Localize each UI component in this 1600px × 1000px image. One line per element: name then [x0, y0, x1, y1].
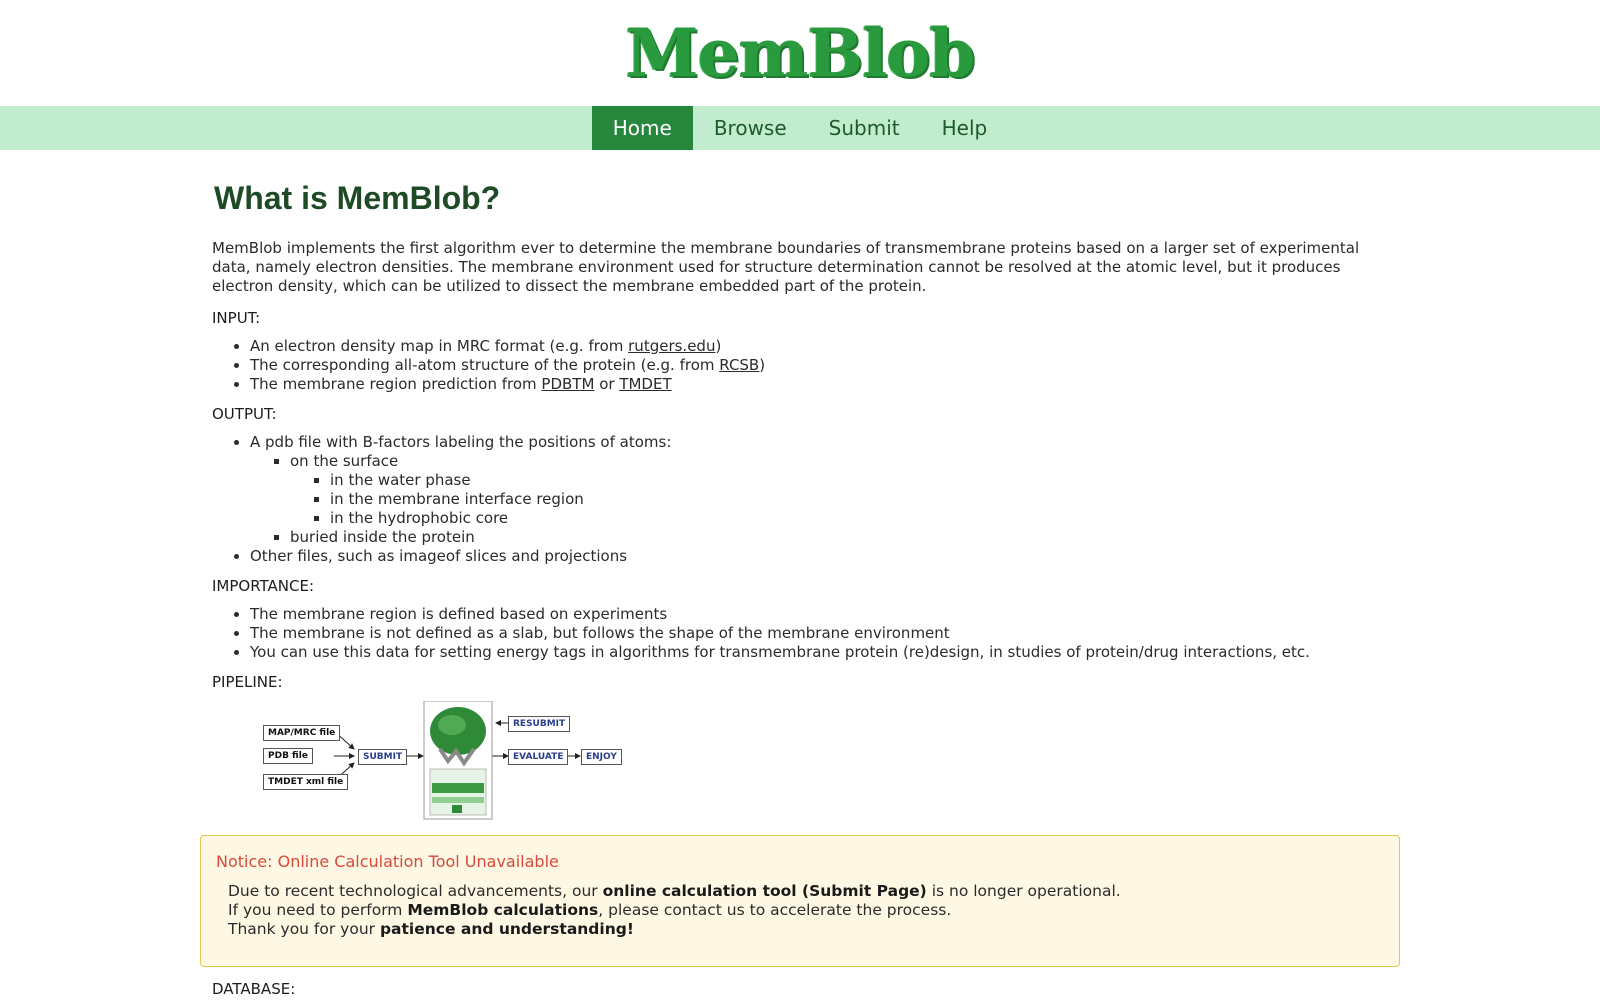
list-item: • A pdb file with B-factors labeling the positions of atoms: ▪ on the surface ▪ in the water phase ▪ in the membrane interface region ▪ in the hydrophobic core ▪ buried inside the protein	[250, 433, 1402, 547]
notice-line-3: Thank you for your patience and understanding!	[228, 920, 634, 938]
submit-box: SUBMIT	[358, 749, 407, 765]
notice-title: Notice: Online Calculation Tool Unavailable	[216, 852, 559, 871]
enjoy-box: ENJOY	[581, 749, 622, 765]
pipeline-diagram	[212, 701, 1402, 829]
list-item: • You can use this data for setting energy tags in algorithms for transmembrane protein (re)design, in studies of protein/drug interactions, etc.	[250, 643, 1402, 662]
site-header	[0, 0, 1600, 106]
main-content	[212, 150, 1402, 843]
notice-line-1: Due to recent technological advancements, our online calculation tool (Submit Page) is no longer operational.	[228, 882, 1121, 900]
list-item: ▪ in the membrane interface region	[330, 490, 1402, 509]
tmdet-file-box: TMDET xml file	[263, 774, 348, 790]
pdb-file-box: PDB file	[263, 748, 313, 764]
input-list	[212, 337, 1402, 394]
list-item: • The membrane region is defined based on experiments	[250, 605, 1402, 624]
list-item: • Other files, such as imageof slices and projections	[250, 547, 1402, 566]
intro-paragraph: MemBlob implements the first algorithm ever to determine the membrane boundaries of transmembrane proteins based on a larger set of experimental data, namely electron densities. The membrane environment used for structure determination cannot be resolved at the atomic level, but it produces electron density, which can be utilized to dissect the membrane embedded part of the protein.	[212, 239, 1360, 295]
rutgers-link[interactable]: rutgers.edu	[628, 337, 716, 355]
surface-sublist	[290, 471, 1402, 528]
memblob-logo[interactable]: MemBlob	[625, 14, 975, 92]
list-item: ▪ in the hydrophobic core	[330, 509, 1402, 528]
pipeline-label: PIPELINE:	[212, 673, 283, 691]
nav-home[interactable]: Home	[592, 106, 693, 150]
main-navbar	[0, 106, 1600, 150]
page-title: What is MemBlob?	[214, 180, 501, 216]
list-item: ▪ in the water phase	[330, 471, 1402, 490]
evaluate-box: EVALUATE	[508, 749, 568, 765]
list-item: • The membrane region prediction from PDBTM or TMDET	[250, 375, 1402, 394]
resubmit-box: RESUBMIT	[508, 716, 570, 732]
list-item: ▪ on the surface ▪ in the water phase ▪ in the membrane interface region ▪ in the hydrophobic core	[290, 452, 1402, 528]
importance-label: IMPORTANCE:	[212, 577, 315, 595]
map-file-box: MAP/MRC file	[263, 725, 340, 741]
notice-panel	[200, 835, 1400, 967]
pdbtm-link[interactable]: PDBTM	[541, 375, 595, 393]
list-item: • An electron density map in MRC format (e.g. from rutgers.edu)	[250, 337, 1402, 356]
database-label: DATABASE:	[212, 980, 296, 998]
tmdet-link[interactable]: TMDET	[619, 375, 672, 393]
list-item: ▪ buried inside the protein	[290, 528, 1402, 547]
importance-list	[212, 605, 1402, 662]
input-label: INPUT:	[212, 309, 261, 327]
nav-help[interactable]: Help	[941, 116, 988, 140]
notice-body	[228, 882, 1121, 939]
output-label: OUTPUT:	[212, 405, 277, 423]
output-list	[212, 433, 1402, 566]
output-sublist	[250, 452, 1402, 547]
nav-submit[interactable]: Submit	[828, 116, 900, 140]
list-item: • The membrane is not defined as a slab, but follows the shape of the membrane environment	[250, 624, 1402, 643]
rcsb-link[interactable]: RCSB	[719, 356, 760, 374]
nav-browse[interactable]: Browse	[713, 116, 787, 140]
list-item: • The corresponding all-atom structure of the protein (e.g. from RCSB)	[250, 356, 1402, 375]
notice-line-2: If you need to perform MemBlob calculations, please contact us to accelerate the process.	[228, 901, 952, 919]
